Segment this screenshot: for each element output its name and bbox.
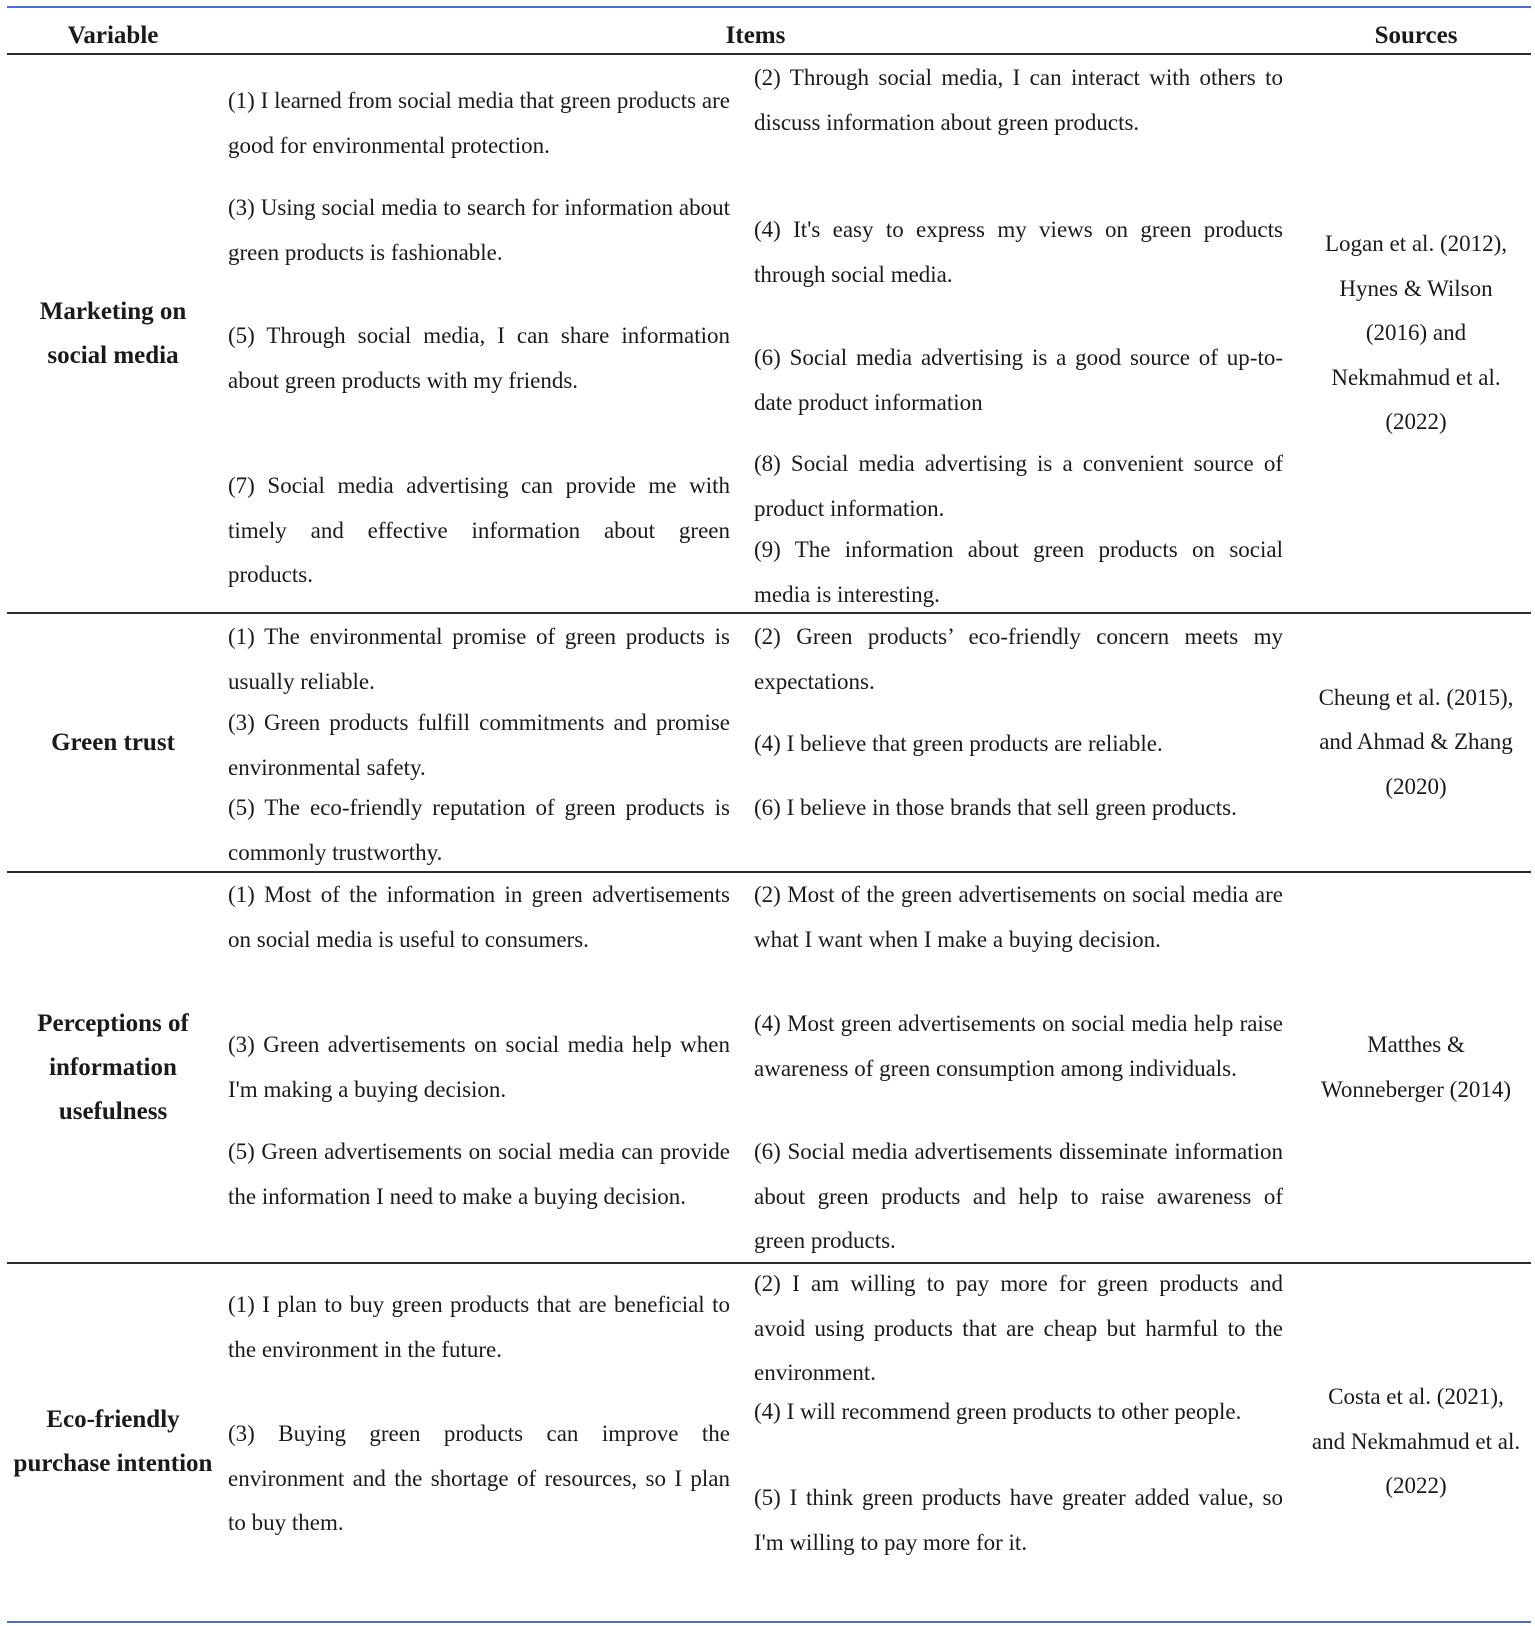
item-text: (8) Social media advertising is a convenient source of product information.	[754, 451, 1283, 521]
variable-cell	[7, 873, 219, 1262]
header-sources: Sources	[1374, 22, 1458, 49]
item-text: (2) Green products’ eco-friendly concern meets my expectations.	[754, 624, 1283, 694]
variable-cell	[7, 1264, 219, 1620]
item-text: (2) Most of the green advertisements on social media are what I want when I make a buying decision.	[754, 882, 1283, 952]
item-text: (6) I believe in those brands that sell green products.	[754, 795, 1237, 820]
item-text: (2) Through social media, I can interact with others to discuss information about green products.	[754, 65, 1283, 135]
item-text: (3) Buying green products can improve the environment and the shortage of resources, so I plan to buy them.	[228, 1421, 730, 1535]
item-text: (4) Most green advertisements on social media help raise awareness of green consumption among individuals.	[754, 1011, 1283, 1081]
source-cell	[1303, 56, 1529, 611]
header-rule	[7, 53, 1531, 55]
source-cell	[1303, 873, 1529, 1262]
table-bottom-rule	[7, 1621, 1531, 1623]
item-text: (6) Social media advertisements disseminate information about green products and help to raise awareness of green products.	[754, 1139, 1283, 1253]
item-text: (5) I think green products have greater added value, so I'm willing to pay more for it.	[754, 1485, 1283, 1555]
item-text: (2) I am willing to pay more for green products and avoid using products that are cheap but harmful to the environment.	[754, 1271, 1283, 1385]
item-text: (7) Social media advertising can provide me with timely and effective information about green products.	[228, 473, 730, 587]
item-text: (5) The eco-friendly reputation of green products is commonly trustworthy.	[228, 795, 730, 865]
variable-name: Marketing on social media	[39, 297, 187, 369]
item-text: (3) Green products fulfill commitments and promise environmental safety.	[228, 710, 730, 780]
variable-name: Green trust	[51, 728, 175, 756]
item-text: (1) The environmental promise of green products is usually reliable.	[228, 624, 730, 694]
item-text: (1) I learned from social media that green products are good for environmental protection.	[228, 88, 730, 158]
source-cell	[1303, 1264, 1529, 1620]
item-text: (6) Social media advertising is a good source of up-to-date product information	[754, 345, 1283, 415]
item-text: (4) I will recommend green products to other people.	[754, 1399, 1242, 1424]
item-text: (3) Using social media to search for information about green products is fashionable.	[228, 195, 730, 265]
source-text: Costa et al. (2021), and Nekmahmud et al. (2022)	[1311, 1384, 1521, 1499]
item-text: (1) I plan to buy green products that are beneficial to the environment in the future.	[228, 1292, 730, 1362]
item-text: (3) Green advertisements on social media help when I'm making a buying decision.	[228, 1032, 730, 1102]
item-text: (9) The information about green products on social media is interesting.	[754, 537, 1283, 607]
header-variable: Variable	[67, 22, 159, 49]
item-text: (5) Green advertisements on social media can provide the information I need to make a buying decision.	[228, 1139, 730, 1209]
header-items: Items	[725, 22, 786, 49]
item-text: (5) Through social media, I can share information about green products with my friends.	[228, 323, 730, 393]
item-text: (1) Most of the information in green advertisements on social media is useful to consumers.	[228, 882, 730, 952]
measurement-items-table	[7, 0, 1531, 1626]
item-text: (4) It's easy to express my views on green products through social media.	[754, 217, 1283, 287]
source-text: Cheung et al. (2015), and Ahmad & Zhang (2020)	[1318, 684, 1514, 799]
variable-cell	[7, 56, 219, 611]
variable-name: Eco-friendly purchase intention	[13, 1406, 213, 1477]
source-text: Logan et al. (2012), Hynes & Wilson (2016) and Nekmahmud et al. (2022)	[1324, 231, 1508, 435]
item-text: (4) I believe that green products are reliable.	[754, 731, 1163, 756]
variable-name: Perceptions of information usefulness	[37, 1009, 189, 1125]
source-text: Matthes & Wonneberger (2014)	[1321, 1032, 1511, 1102]
source-cell	[1303, 614, 1529, 871]
table-top-rule	[7, 6, 1531, 8]
variable-cell	[7, 614, 219, 871]
